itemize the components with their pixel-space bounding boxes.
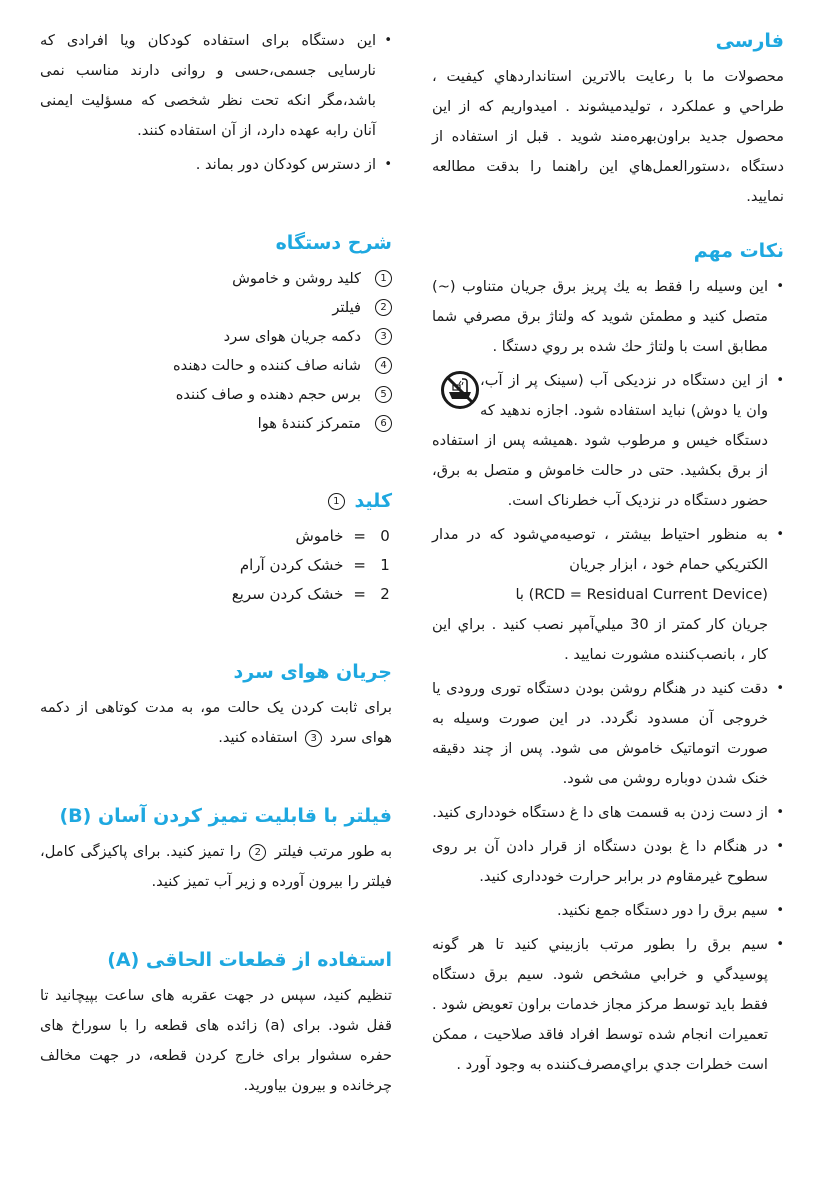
cool-air-text: برای ثابت کردن یک حالت مو، به مدت کوتاهی از دکمه هوای سرد 3 استفاده کنید. (40, 699, 392, 746)
part-label: فیلتر (332, 299, 361, 316)
part-number: 4 (375, 357, 392, 374)
note-item: • از دست زدن به قسمت های دا غ دستگاه خودداری کنید. (432, 798, 784, 828)
part-item (40, 380, 392, 409)
part-number: 2 (375, 299, 392, 316)
part-label: برس حجم دهنده و صاف کننده (175, 386, 361, 403)
part-number: 6 (375, 415, 392, 432)
safety-item: • این دستگاه برای استفاده کودکان ویا افرادی که نارسایی جسمی،حسی و روانی دارند مناسب نمی باشد،مگر انکه تحت نظر شخصی که مسؤلیت ایمنی آنان رابه عهده دارد، از آن استفاده کنند. (40, 26, 392, 146)
safety-item: • از دسترس کودکان دور بماند . (40, 150, 392, 180)
note-item: • از این دستگاه در نزدیکی آب (سینک پر از آب، وان یا دوش) نباید استفاده شود. اجازه ندهید که دستگاه خیس و مرطوب شود .همیشه پس از استفاده از برق بکشید. حتی در حالت خاموش و متصل به برق، حضور دستگاه در نزدیک آب خطرناک است. (432, 366, 784, 516)
mode-label: خشک کردن سریع (231, 585, 344, 603)
cool-air-title: جریان هوای سرد (233, 661, 392, 683)
device-description-title: شرح دستگاه (275, 232, 392, 254)
part-item (40, 322, 392, 351)
part-number: 5 (375, 386, 392, 403)
switch-number: 1 (328, 493, 345, 510)
mode-item: 1=خشک کردن آرام (40, 551, 392, 580)
part-number: 3 (375, 328, 392, 345)
mode-label: خاموش (295, 527, 344, 545)
note-item: • به منظور احتياط بيشتر ، توصيه‌مي‌شود كه در مدار الكتريكي حمام خود ، ابزار جريان با (RCD = Residual Current Device) جريان كار كمتر از 30 ميلي‌آمپر نصب كنيد . براي اين كار ، بانصب‌كننده مشورت نماييد . (432, 520, 784, 670)
intro-paragraph: محصولات ما با رعايت بالاترين استانداردهاي كيفيت ، طراحي و عملكرد ، توليدميشوند . اميدواريم كه از اين محصول جديد براون‌بهره‌مند شويد . قبل از استفاده از دستگاه ،دستورالعمل‌هاي اين راهنما را بدقت مطالعه نماييد. (432, 68, 784, 205)
parts-list (40, 264, 392, 438)
note-item: • دقت کنید در هنگام روشن بودن دستگاه توری ورودی یا خروجی آن مسدود نگردد. در این صورت وسیله به صورت اتوماتیک خاموش می شود. پس از چند دقیقه خنک شدن دوباره روشن می شود. (432, 674, 784, 794)
switch-title: کلید 1 (40, 486, 392, 516)
part-label: دکمه جریان هوای سرد (223, 328, 361, 345)
mode-item: 2=خشک کردن سریع (40, 580, 392, 609)
part-label: متمرکز کنندهٔ هوا (257, 415, 361, 432)
no-bath-water-icon (440, 370, 480, 410)
filter-number: 2 (249, 844, 266, 861)
mode-value: 0 (380, 527, 390, 545)
part-label: شانه صاف کننده و حالت دهنده (173, 357, 361, 374)
part-item (40, 351, 392, 380)
attachments-text: تنظیم کنید، سپس در جهت عقربه های ساعت بپیچانید تا قفل شود. برای (a) زائده های قطعه را با سوراخ های حفره سشوار برای خارج کردن قطعه، در جهت مخالف چرخانده و بیرون بیاورید. (40, 987, 392, 1094)
safety-list (40, 26, 392, 180)
note-item: • اين وسيله را فقط به يك پريز برق جريان متناوب (~) متصل كنيد و مطمئن شويد كه ولتاژ برق مصرفي شما مطابق است با ولتاژ حك شده بر روي دستگا . (432, 272, 784, 362)
important-notes-list (432, 272, 784, 1080)
switch-modes (40, 522, 392, 609)
filter-text: به طور مرتب فیلتر 2 را تمیز کنید. برای پاکیزگی کامل، فیلتر را بیرون آورده و زیر آب تمیز کنید. (40, 843, 393, 890)
note-item: • در هنگام دا غ بودن دستگاه از قرار دادن آن بر روی سطوح غیرمقاوم در برابر حرارت خودداری کنید. (432, 832, 784, 892)
part-label: کلید روشن و خاموش (232, 270, 361, 287)
attachments-title: استفاده از قطعات الحاقی (A) (107, 949, 392, 971)
mode-item: 0=خاموش (40, 522, 392, 551)
rcd-label: با (RCD = Residual Current Device) (515, 586, 768, 603)
part-item (40, 264, 392, 293)
note-item: • سيم برق را بطور مرتب بازبيني كنيد تا هر گونه پوسيدگي و خرابي مشخص شود. سیم برق دستگاه فقط باید توسط مرکز مجاز خدمات براون تعویض شود . تعميرات انجام شده توسط افراد فاقد صلاحيت ، ممكن است خطرات جدي براي‌مصرف‌كننده به وجود آورد . (432, 930, 784, 1080)
mode-value: 1 (380, 556, 390, 574)
mode-label: خشک کردن آرام (239, 556, 344, 574)
part-number: 1 (375, 270, 392, 287)
part-item (40, 293, 392, 322)
cool-button-number: 3 (305, 730, 322, 747)
mode-value: 2 (380, 585, 390, 603)
part-item (40, 409, 392, 438)
filter-title: فیلتر با قابلیت تمیز کردن آسان (B) (59, 805, 392, 827)
right-column (432, 26, 784, 1084)
language-title: فارسی (715, 30, 784, 52)
left-column (40, 26, 392, 1101)
important-notes-title: نكات مهم (693, 240, 784, 262)
note-item: • سیم برق را دور دستگاه جمع نکنید. (432, 896, 784, 926)
